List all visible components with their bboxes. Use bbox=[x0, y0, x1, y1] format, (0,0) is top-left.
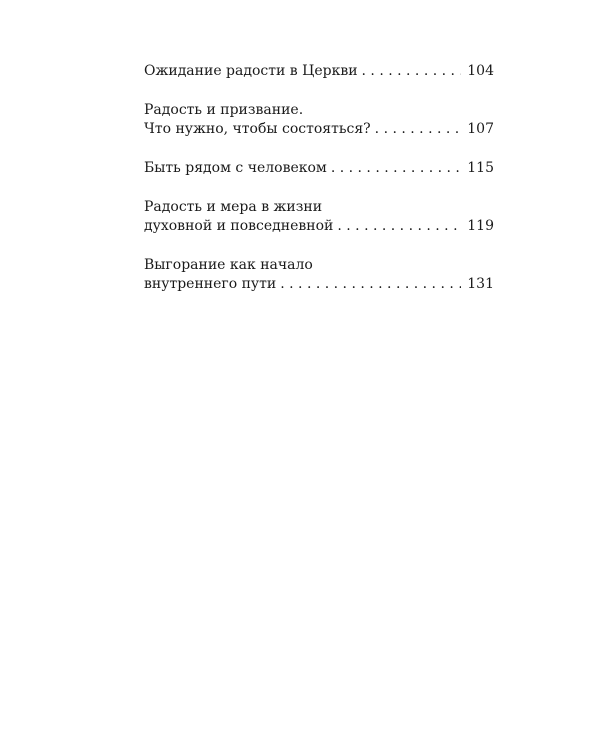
toc-entry-page-number: 119 bbox=[467, 218, 494, 234]
toc-entry-title: Что нужно, чтобы состояться? bbox=[144, 121, 371, 137]
toc-entry[interactable] bbox=[144, 256, 494, 294]
toc-entry-page-number: 131 bbox=[467, 276, 494, 292]
dot-leader bbox=[362, 62, 462, 81]
toc-entry-page-number: 115 bbox=[467, 160, 494, 176]
toc-entry-title: духовной и повседневной bbox=[144, 218, 334, 234]
dot-leader bbox=[337, 217, 461, 236]
toc-entry[interactable] bbox=[144, 198, 494, 236]
toc-entry-last-line bbox=[144, 275, 494, 294]
toc-entry-page-number: 107 bbox=[467, 121, 494, 137]
toc-entry-title-line: Радость и мера в жизни bbox=[144, 199, 323, 215]
toc-entry-last-line bbox=[144, 120, 494, 139]
toc-entry-title: Ожидание радости в Церкви bbox=[144, 63, 358, 79]
dot-leader bbox=[375, 120, 462, 139]
table-of-contents bbox=[144, 62, 494, 314]
toc-entry[interactable] bbox=[144, 62, 494, 81]
toc-entry[interactable] bbox=[144, 159, 494, 178]
dot-leader bbox=[331, 159, 461, 178]
dot-leader bbox=[280, 275, 461, 294]
toc-entry-title-line: Выгорание как начало bbox=[144, 257, 313, 273]
toc-entry[interactable] bbox=[144, 101, 494, 139]
toc-entry-last-line bbox=[144, 159, 494, 178]
toc-entry-title-line: Радость и призвание. bbox=[144, 102, 304, 118]
toc-entry-page-number: 104 bbox=[467, 63, 494, 79]
toc-entry-last-line bbox=[144, 217, 494, 236]
toc-entry-title: внутреннего пути bbox=[144, 276, 277, 292]
toc-entry-title: Быть рядом с человеком bbox=[144, 160, 327, 176]
toc-entry-last-line bbox=[144, 62, 494, 81]
